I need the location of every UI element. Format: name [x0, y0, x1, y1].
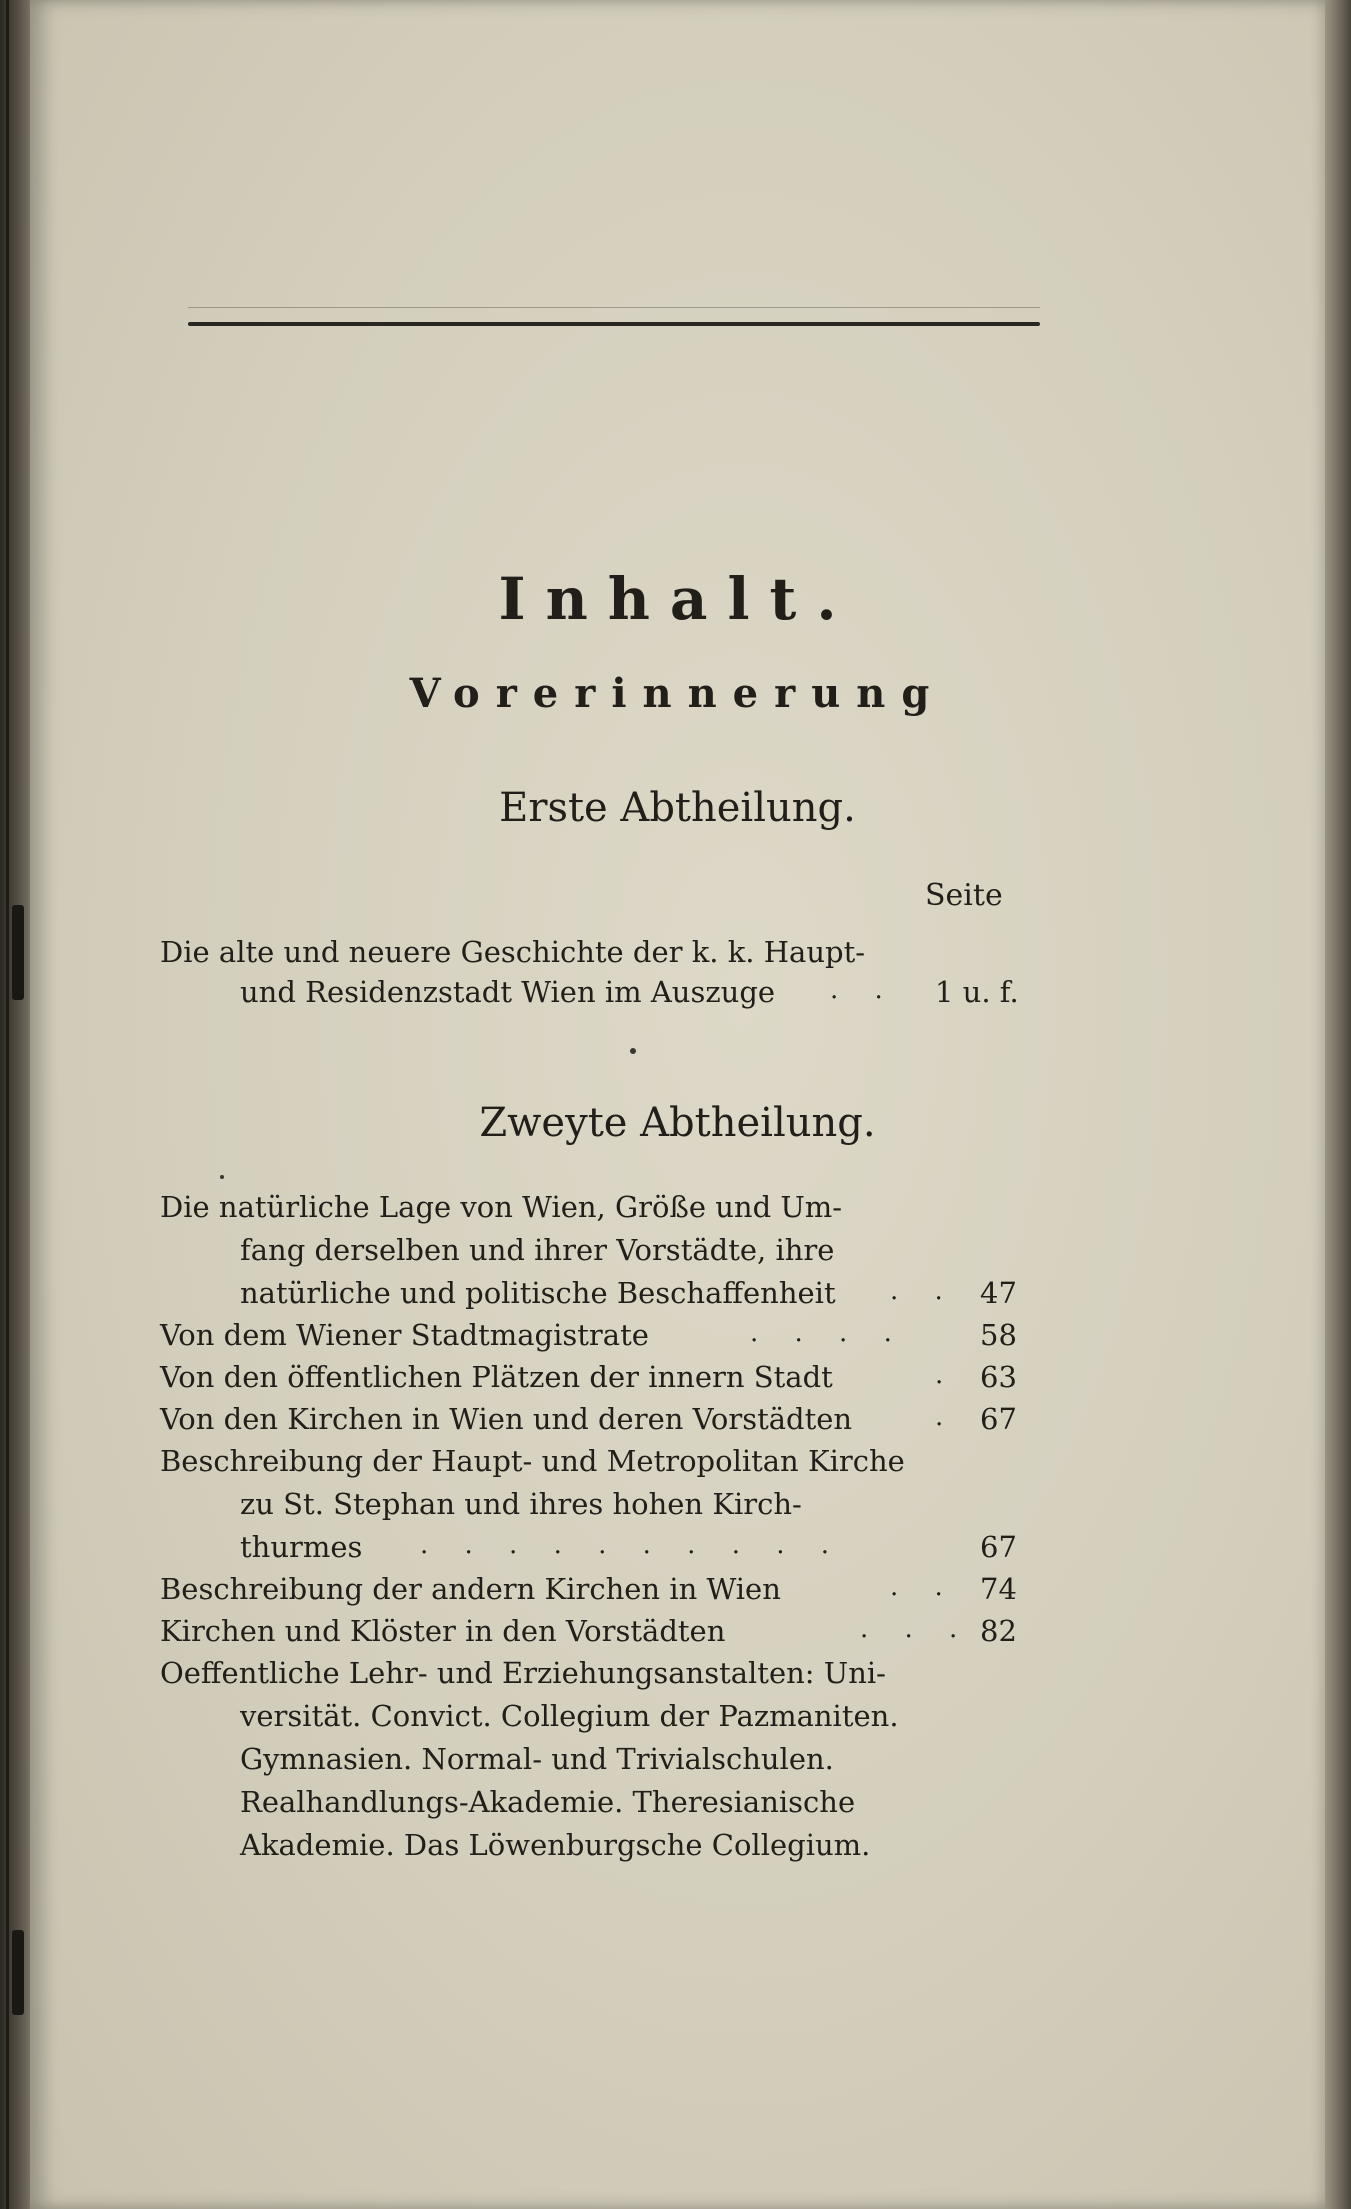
- page-title: Inhalt.: [498, 565, 857, 633]
- toc-entry-monasteries-page: 82: [980, 1614, 1017, 1648]
- binding-thread: [12, 1930, 24, 2015]
- toc-entry-other-churches-dots: . .: [890, 1572, 957, 1602]
- top-thin-rule: [188, 307, 1040, 308]
- toc-entry-other-churches-page: 74: [980, 1572, 1017, 1606]
- toc-entry-squares-page: 63: [980, 1360, 1017, 1394]
- toc-entry-education-line2: versität. Convict. Collegium der Pazmaniten.: [240, 1699, 899, 1733]
- binding-strip: [6, 0, 9, 2209]
- book-page: [30, 0, 1325, 2209]
- toc-entry-stephan-line2: zu St. Stephan und ihres hohen Kirch-: [240, 1487, 802, 1521]
- toc-entry-education-line5: Akademie. Das Löwenburgsche Collegium.: [240, 1828, 871, 1862]
- page-stack-edge: [1325, 0, 1351, 2209]
- page-column-label: Seite: [925, 878, 1003, 913]
- toc-entry-location-line3: natürliche und politische Beschaffenheit: [240, 1276, 836, 1310]
- toc-entry-stephan-page: 67: [980, 1530, 1017, 1564]
- toc-entry-magistrate-page: 58: [980, 1318, 1017, 1352]
- toc-entry-stephan-dots: . . . . . . . . . .: [420, 1530, 844, 1560]
- toc-entry-stephan-line1: Beschreibung der Haupt- und Metropolitan Kirche: [160, 1444, 905, 1478]
- toc-entry-monasteries: Kirchen und Klöster in den Vorstädten: [160, 1614, 726, 1648]
- section-1-title: Erste Abtheilung.: [499, 785, 856, 831]
- toc-entry-history-dots: . .: [830, 975, 897, 1005]
- toc-entry-monasteries-dots: . . .: [860, 1614, 972, 1644]
- toc-entry-other-churches: Beschreibung der andern Kirchen in Wien: [160, 1572, 781, 1606]
- toc-entry-history-page: 1 u. f.: [935, 975, 1019, 1009]
- toc-entry-location-dots: . .: [890, 1276, 957, 1306]
- toc-entry-magistrate-dots: . . . .: [750, 1318, 906, 1348]
- paper-speck: [220, 1175, 224, 1179]
- toc-entry-squares-dots: .: [935, 1360, 958, 1390]
- toc-entry-education-line1: Oeffentliche Lehr- und Erziehungsanstalten: Uni-: [160, 1656, 886, 1690]
- toc-entry-location-page: 47: [980, 1276, 1017, 1310]
- toc-entry-churches: Von den Kirchen in Wien und deren Vorstädten: [160, 1402, 853, 1436]
- toc-entry-history-line2: und Residenzstadt Wien im Auszuge: [240, 975, 776, 1009]
- top-rule: [188, 322, 1040, 326]
- toc-entry-churches-dots: .: [935, 1402, 958, 1432]
- toc-entry-history-line1: Die alte und neuere Geschichte der k. k. Haupt-: [160, 935, 866, 969]
- section-2-title: Zweyte Abtheilung.: [479, 1100, 876, 1146]
- toc-entry-location-line1: Die natürliche Lage von Wien, Größe und Um-: [160, 1190, 843, 1224]
- toc-entry-location-line2: fang derselben und ihrer Vorstädte, ihre: [240, 1233, 835, 1267]
- toc-entry-education-line4: Realhandlungs-Akademie. Theresianische: [240, 1785, 856, 1819]
- vorerinnerung-heading: Vorerinnerung: [409, 670, 946, 717]
- toc-entry-stephan-line3: thurmes: [240, 1530, 363, 1564]
- toc-entry-education-line3: Gymnasien. Normal- und Trivialschulen.: [240, 1742, 834, 1776]
- binding-thread: [12, 905, 24, 1000]
- toc-entry-churches-page: 67: [980, 1402, 1017, 1436]
- toc-entry-magistrate: Von dem Wiener Stadtmagistrate: [160, 1318, 649, 1352]
- paper-speck: [630, 1048, 636, 1054]
- toc-entry-squares: Von den öffentlichen Plätzen der innern Stadt: [160, 1360, 833, 1394]
